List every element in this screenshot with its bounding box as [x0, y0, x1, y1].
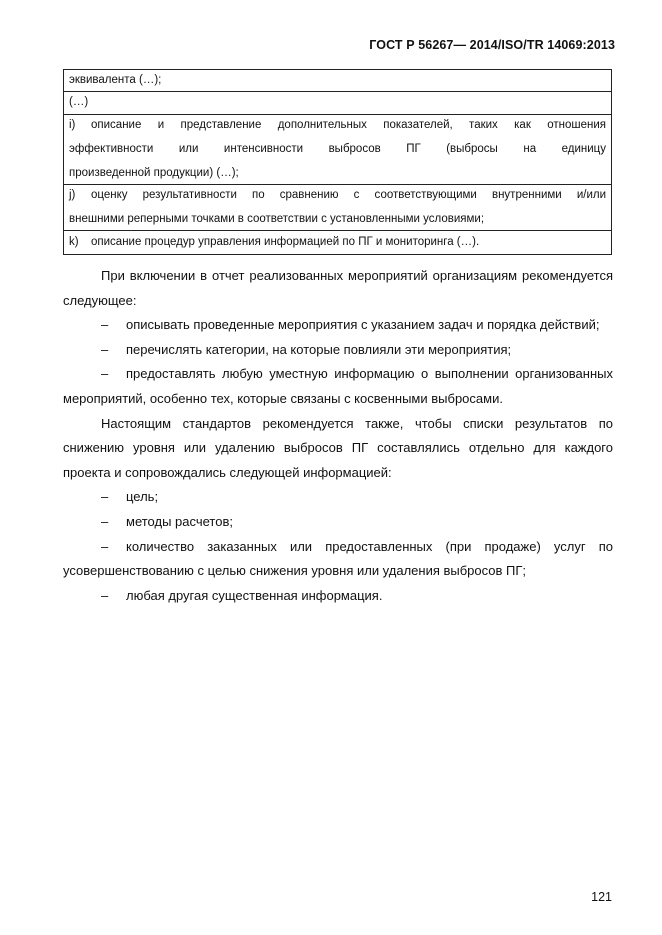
dash-marker: – [101, 538, 109, 554]
item-j-label: j) [69, 189, 76, 201]
list-item: – предоставлять любую уместную информацию о выполнении организованных мероприятий, особенно тех, которые связаны с косвенными выбросами. [63, 362, 613, 411]
box-divider [64, 91, 611, 92]
document-header: ГОСТ Р 56267— 2014/ISO/TR 14069:2013 [369, 38, 615, 52]
list-item: – методы расчетов; [63, 510, 613, 535]
item-k-text: описание процедур управления информацией по ПГ и мониторинга (…). [91, 236, 480, 248]
list-item: – любая другая существенная информация. [63, 584, 613, 609]
list-item: – количество заказанных или предоставленных (при продаже) услуг по усовершенствованию с целью снижения уровня или удаления выбросов ПГ; [63, 535, 613, 584]
page-number: 121 [591, 890, 612, 904]
quoted-text-box [63, 69, 612, 255]
item-i-label: i) [69, 119, 76, 131]
list-item: – цель; [63, 485, 613, 510]
list-item: – описывать проведенные мероприятия с указанием задач и порядка действий; [63, 313, 613, 338]
dash-marker: – [101, 587, 109, 603]
dash-marker: – [101, 317, 109, 333]
box-divider [64, 114, 611, 115]
box-divider [64, 184, 611, 185]
paragraph-intro: При включении в отчет реализованных мероприятий организациям рекомендуется следующее: [63, 268, 613, 308]
box-line-ellipsis: (…) [69, 96, 89, 108]
item-k-label: k) [69, 236, 79, 248]
dash-marker: – [101, 513, 109, 529]
box-line-equivalent: эквивалента (…); [69, 74, 162, 86]
dash-marker: – [101, 489, 109, 505]
box-item-i [69, 117, 606, 133]
box-item-j-cont: внешними реперными точками в соответствии с установленными условиями; [69, 213, 485, 225]
item-i-text-1: описание и представление дополнительных показателей, таких как отношения [91, 119, 606, 131]
item-j-text-1: оценку результативности по сравнению с соответствующими внутренними и/или [91, 189, 606, 201]
box-item-k [69, 234, 606, 250]
box-divider [64, 230, 611, 231]
dash-marker: – [101, 341, 109, 357]
box-item-i-cont: эффективности или интенсивности выбросов ПГ (выбросы на единицу [69, 143, 606, 155]
box-item-j [69, 187, 606, 203]
main-text [63, 264, 613, 608]
dash-marker: – [101, 366, 109, 382]
paragraph-standard: Настоящим стандартов рекомендуется также, чтобы списки результатов по снижению уровня или удалению выбросов ПГ составлялись отдельно для каждого проекта и сопровождались следующей информацией: [63, 415, 613, 480]
list-item: – перечислять категории, на которые повлияли эти мероприятия; [63, 338, 613, 363]
box-item-i-end: произведенной продукции) (…); [69, 167, 239, 179]
